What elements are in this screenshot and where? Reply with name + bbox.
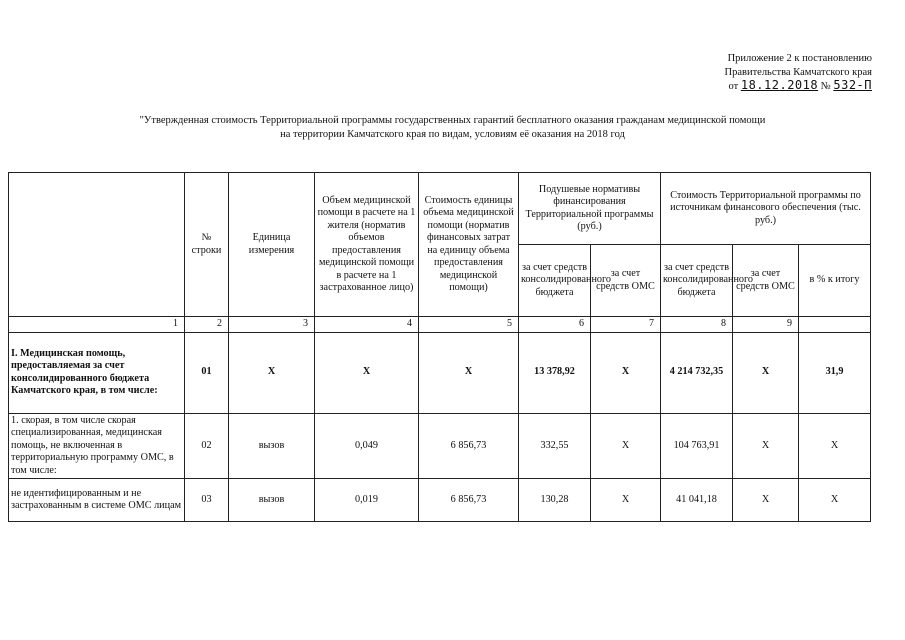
row-per-capita-budget: 130,28	[519, 479, 591, 522]
row-percent: Х	[799, 413, 871, 479]
header-volume: Объем медицинской помощи в расчете на 1 жителя (норматив объемов предоставления медицинской помощи в расчете на 1 застрахованное лицо)	[315, 173, 419, 317]
column-number: 9	[733, 317, 799, 333]
row-number: 03	[185, 479, 229, 522]
column-number: 2	[185, 317, 229, 333]
document-title	[0, 114, 905, 142]
row-cost-oms: Х	[733, 413, 799, 479]
header-per-capita-oms: за счет средств ОМС	[591, 245, 661, 317]
table-row	[9, 332, 871, 413]
cost-table	[8, 172, 871, 522]
row-cost-oms: Х	[733, 332, 799, 413]
table-row	[9, 413, 871, 479]
row-name: I. Медицинская помощь, предоставляемая за счет консолидированного бюджета Камчатского края, в том числе:	[9, 332, 185, 413]
row-percent: Х	[799, 479, 871, 522]
appendix-date: 18.12.2018	[740, 78, 819, 92]
header-row-1	[9, 173, 871, 245]
appendix-ot: от	[728, 81, 739, 92]
appendix-line-2: Правительства Камчатского края	[724, 66, 872, 78]
row-volume: Х	[315, 332, 419, 413]
header-cost-oms: за счет средств ОМС	[733, 245, 799, 317]
row-unit: вызов	[229, 479, 315, 522]
appendix-no: №	[820, 81, 831, 92]
appendix-number: 532-П	[833, 78, 872, 92]
row-per-capita-oms: Х	[591, 479, 661, 522]
row-name: не идентифицированным и не застрахованным в системе ОМС лицам	[9, 479, 185, 522]
row-unit-cost: Х	[419, 332, 519, 413]
column-number: 1	[9, 317, 185, 333]
row-per-capita-budget: 13 378,92	[519, 332, 591, 413]
column-number-row	[9, 317, 871, 333]
header-per-capita-budget: за счет средств консолидированного бюджета	[519, 245, 591, 317]
row-number: 02	[185, 413, 229, 479]
row-name: 1. скорая, в том числе скорая специализированная, медицинская помощь, не включенная в территориальную программу ОМС, в том числе:	[9, 413, 185, 479]
row-unit: вызов	[229, 413, 315, 479]
column-number: 3	[229, 317, 315, 333]
row-cost-budget: 4 214 732,35	[661, 332, 733, 413]
column-number: 4	[315, 317, 419, 333]
table-row	[9, 479, 871, 522]
row-per-capita-oms: Х	[591, 413, 661, 479]
row-unit: Х	[229, 332, 315, 413]
header-name-cell	[9, 173, 185, 317]
header-unit: Единица измерения	[229, 173, 315, 317]
appendix-line-3	[725, 79, 873, 94]
header-percent: в % к итогу	[799, 245, 871, 317]
title-line-1: "Утвержденная стоимость Территориальной программы государственных гарантий бесплатного оказания гражданам медицинской помощи	[139, 115, 766, 126]
column-number: 8	[661, 317, 733, 333]
row-cost-budget: 41 041,18	[661, 479, 733, 522]
title-line-2: на территории Камчатского края по видам, условиям её оказания на 2018 год	[280, 129, 625, 140]
appendix-note	[725, 52, 873, 94]
header-unit-cost: Стоимость единицы объема медицинской помощи (норматив финансовых затрат на единицу объема предоставления медицинской помощи)	[419, 173, 519, 317]
row-per-capita-budget: 332,55	[519, 413, 591, 479]
header-cost-budget: за счет средств консолидированного бюджета	[661, 245, 733, 317]
row-per-capita-oms: Х	[591, 332, 661, 413]
appendix-line-1: Приложение 2 к постановлению	[727, 53, 872, 64]
column-number: 6	[519, 317, 591, 333]
row-unit-cost: 6 856,73	[419, 479, 519, 522]
row-cost-oms: Х	[733, 479, 799, 522]
row-cost-budget: 104 763,91	[661, 413, 733, 479]
column-number: 5	[419, 317, 519, 333]
row-number: 01	[185, 332, 229, 413]
header-per-capita: Подушевые нормативы финансирования Территориальной программы (руб.)	[519, 173, 661, 245]
row-unit-cost: 6 856,73	[419, 413, 519, 479]
header-program-cost: Стоимость Территориальной программы по источникам финансового обеспечения (тыс. руб.)	[661, 173, 871, 245]
column-number: 7	[591, 317, 661, 333]
row-volume: 0,019	[315, 479, 419, 522]
row-volume: 0,049	[315, 413, 419, 479]
row-percent: 31,9	[799, 332, 871, 413]
header-row-no: № строки	[185, 173, 229, 317]
column-number	[799, 317, 871, 333]
